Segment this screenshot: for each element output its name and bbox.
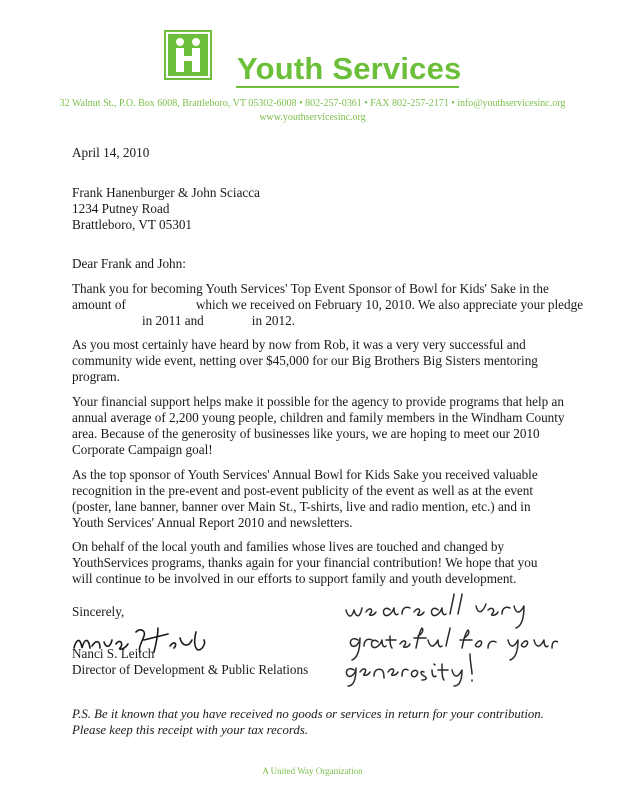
recipient-city: Brattleboro, VT 05301	[72, 217, 193, 232]
p3-line4: Corporate Campaign goal!	[72, 442, 213, 457]
p4-line2: recognition in the pre-event and post-event publicity of the event as well as at the event	[72, 483, 534, 498]
p4-line1: As the top sponsor of Youth Services' Annual Bowl for Kids Sake you received valuable	[72, 467, 538, 482]
p5-line1: On behalf of the local youth and families whose lives are touched and changed by	[72, 539, 505, 554]
brand-underline	[236, 86, 459, 88]
logo-icon	[164, 30, 212, 80]
p1-line1: Thank you for becoming Youth Services' Top Event Sponsor of Bowl for Kids' Sake in the	[72, 281, 549, 296]
ps-line2: Please keep this receipt with your tax records.	[72, 723, 308, 737]
recipient-street: 1234 Putney Road	[72, 201, 170, 216]
signer-name: Nanci S. Leitch	[72, 646, 155, 661]
p2-line1: As you most certainly have heard by now from Rob, it was a very very successful and	[72, 337, 526, 352]
p2-line2: community wide event, netting over $45,000 for our Big Brothers Big Sisters mentoring	[72, 353, 538, 368]
brand-name: Youth Services	[237, 51, 462, 86]
salutation: Dear Frank and John:	[72, 256, 186, 271]
p1-line2-rest: which we received on February 10, 2010. We also appreciate your pledge	[195, 297, 584, 312]
letterhead-website[interactable]: www.youthservicesinc.org	[259, 112, 366, 123]
p1-amount-label: amount of	[72, 297, 126, 312]
signer-title: Director of Development & Public Relations	[72, 662, 309, 677]
p1-line2	[72, 297, 583, 313]
recipient-name: Frank Hanenburger & John Sciacca	[72, 185, 260, 200]
handwritten-note	[338, 588, 558, 688]
p5-line3: will continue to be involved in our efforts to support family and youth development.	[72, 571, 517, 586]
p4-line4: Youth Services' Annual Report 2010 and newsletters.	[72, 515, 353, 530]
p4-line3: (poster, lane banner, banner over Main St., T-shirts, live and radio mention, etc.) and in	[72, 499, 531, 514]
p5-line2: YouthServices programs, thanks again for your financial contribution! We hope that you	[72, 555, 538, 570]
p1-line3	[72, 313, 295, 329]
p3-line2: annual average of 2,200 young people, children and family members in the Windham County	[72, 410, 565, 425]
footer-united-way: A United Way Organization	[262, 766, 363, 776]
p3-line1: Your financial support helps make it possible for the agency to provide programs that help an	[72, 394, 564, 409]
letter-date: April 14, 2010	[72, 145, 150, 160]
closing: Sincerely,	[72, 604, 125, 619]
p3-line3: area. Because of the generosity of businesses like yours, we are hoping to meet our 2010	[72, 426, 540, 441]
ps-line1: P.S. Be it known that you have received no goods or services in return for your contribution.	[72, 707, 544, 721]
p1-year-2011: in 2011 and	[142, 313, 204, 328]
letterhead-address: 32 Walnut St., P.O. Box 6008, Brattleboro, VT 05302-6008 • 802-257-0361 • FAX 802-257-2171 • info@youthservicesinc.org	[59, 98, 566, 109]
p1-year-2012: in 2012.	[251, 313, 296, 328]
p2-line3: program.	[72, 369, 120, 384]
